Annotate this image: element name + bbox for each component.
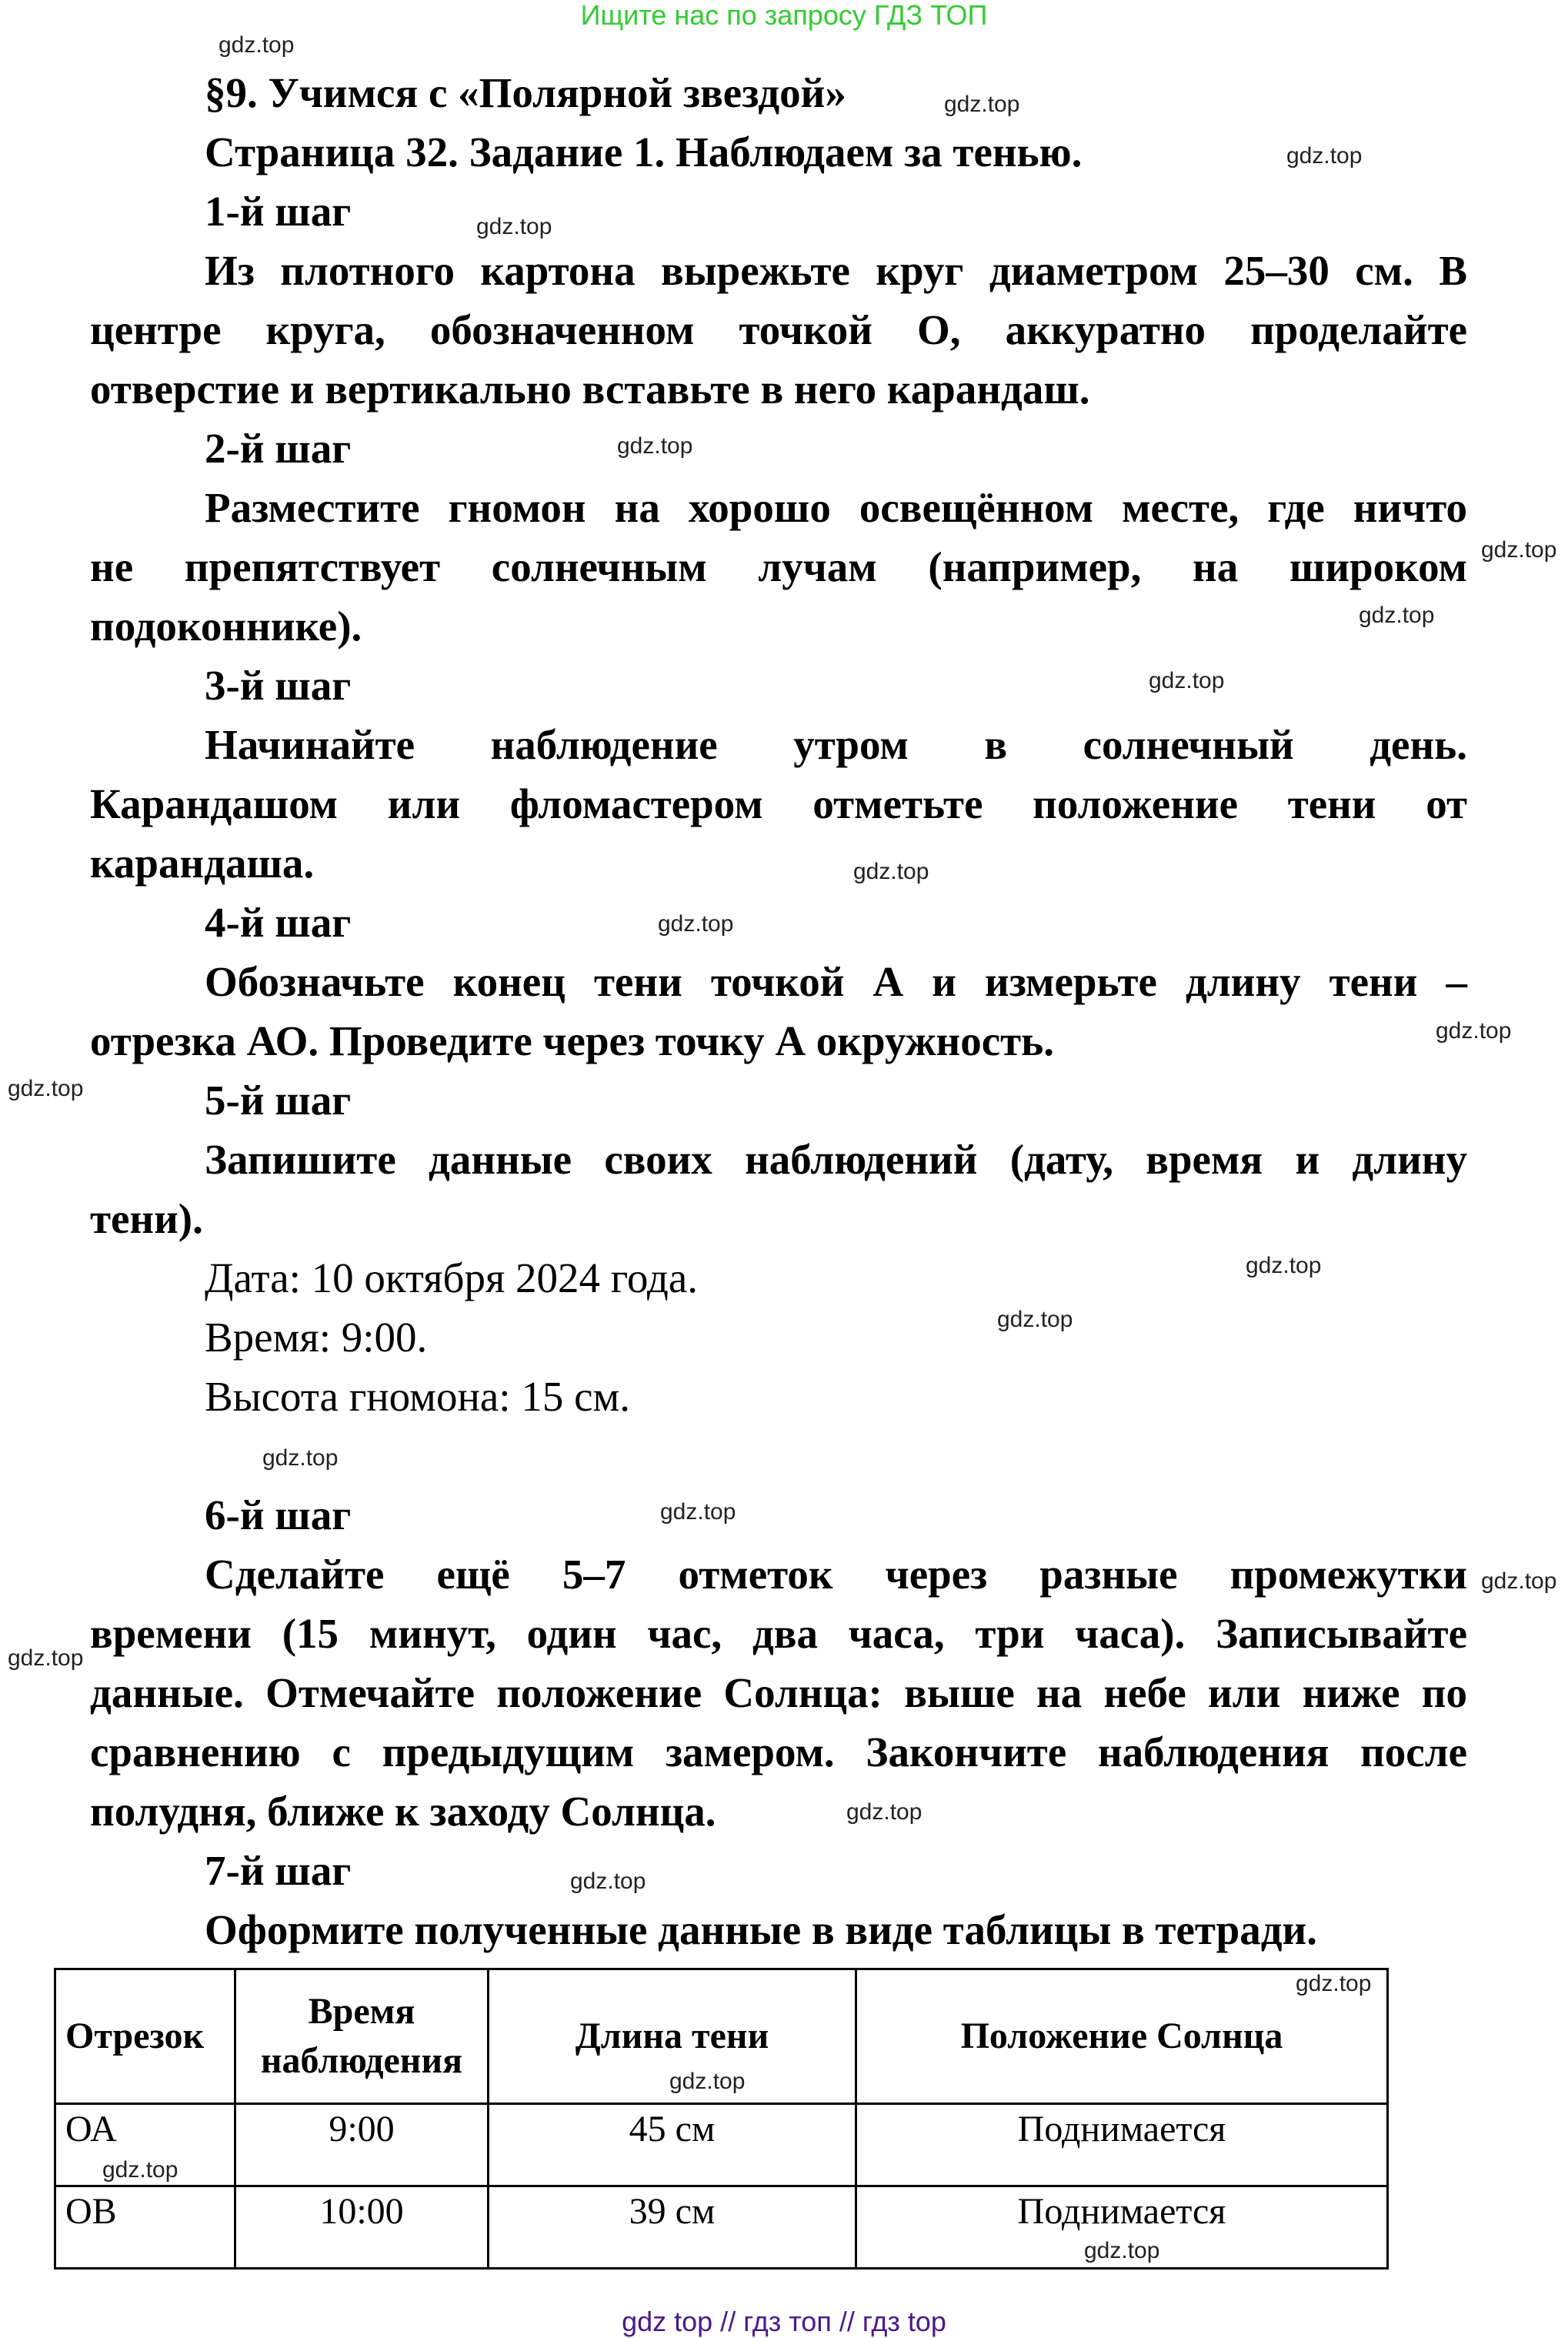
column-header: Время наблюдения [235, 1969, 489, 2104]
step-text: Начинайте наблюдение утром в солнечный день. [205, 721, 1467, 768]
watermark: gdz.top [8, 1645, 84, 1671]
step-heading: 7-й шаг [205, 1847, 352, 1894]
observations-table [54, 1968, 1389, 2270]
watermark: gdz.top [669, 2069, 746, 2094]
step-text: отверстие и вертикально вставьте в него карандаш. [90, 366, 1090, 412]
step-text: Карандашом или фломастером отметьте положение тени от [90, 780, 1467, 827]
step-heading: 5-й шаг [205, 1077, 352, 1124]
column-header: Отрезок [55, 1969, 235, 2104]
watermark: gdz.top [570, 1869, 646, 1894]
watermark: gdz.top [476, 214, 552, 239]
watermark: gdz.top [102, 2157, 178, 2183]
table-cell: ОА [55, 2104, 235, 2186]
watermark: gdz.top [1481, 1568, 1557, 1594]
step-text: центре круга, обозначенном точкой О, аккуратно проделайте [90, 306, 1467, 353]
step-heading: 6-й шаг [205, 1491, 352, 1538]
watermark: gdz.top [944, 92, 1020, 117]
step-text: Оформите полученные данные в виде таблицы в тетради. [205, 1906, 1317, 1953]
step-heading: 2-й шаг [205, 425, 352, 472]
watermark: gdz.top [617, 433, 693, 459]
step-text: Обозначьте конец тени точкой А и измерьте длину тени – [205, 958, 1467, 1005]
step-heading: 1-й шаг [205, 188, 352, 235]
watermark: gdz.top [262, 1445, 339, 1471]
watermark: gdz.top [219, 32, 295, 58]
observation-time: Время: 9:00. [205, 1314, 428, 1361]
document-body [90, 63, 1467, 1959]
watermark: gdz.top [1286, 143, 1363, 169]
step-text: данные. Отмечайте положение Солнца: выше на небе или ниже по [90, 1669, 1467, 1716]
watermark: gdz.top [997, 1307, 1073, 1332]
table-cell: ОВ [55, 2186, 235, 2269]
step-text: тени). [90, 1195, 203, 1242]
search-banner[interactable]: Ищите нас по запросу ГДЗ ТОП [580, 0, 988, 31]
watermark: gdz.top [660, 1499, 736, 1525]
step-text: подоконнике). [90, 603, 362, 650]
step-text: полудня, ближе к заходу Солнца. [90, 1788, 716, 1835]
footer-links[interactable]: gdz top // гдз топ // гдз top [622, 2306, 946, 2337]
step-text: не препятствует солнечным лучам (например, на широком [90, 543, 1467, 590]
table-cell: Поднимается [856, 2186, 1388, 2269]
column-header: Положение Солнца [856, 1969, 1388, 2104]
watermark: gdz.top [1149, 668, 1225, 693]
watermark: gdz.top [658, 911, 734, 937]
step-text: отрезка АО. Проведите через точку А окружность. [90, 1017, 1054, 1064]
step-text: сравнению с предыдущим замером. Закончите наблюдения после [90, 1728, 1467, 1775]
section-title: §9. Учимся с «Полярной звездой» [205, 69, 846, 116]
watermark: gdz.top [853, 859, 929, 884]
watermark: gdz.top [8, 1076, 84, 1101]
step-text: карандаша. [90, 840, 315, 887]
watermark: gdz.top [846, 1799, 922, 1825]
table-row [55, 2186, 1388, 2269]
step-text: времени (15 минут, один час, два часа, три часа). Записывайте [90, 1610, 1467, 1657]
table-cell: 10:00 [235, 2186, 489, 2269]
table-cell: 39 см [489, 2186, 856, 2269]
table-cell: Поднимается [856, 2104, 1388, 2186]
gnomon-height: Высота гномона: 15 см. [205, 1373, 631, 1420]
watermark: gdz.top [1296, 1971, 1372, 1996]
watermark: gdz.top [1436, 1018, 1512, 1044]
step-text: Запишите данные своих наблюдений (дату, время и длину [205, 1136, 1467, 1183]
table-cell: 45 см [489, 2104, 856, 2186]
table-cell: 9:00 [235, 2104, 489, 2186]
watermark: gdz.top [1481, 537, 1557, 563]
column-header: Длина тени [489, 1969, 856, 2104]
watermark: gdz.top [1246, 1253, 1322, 1278]
step-heading: 4-й шаг [205, 899, 352, 946]
step-text: Сделайте ещё 5–7 отметок через разные промежутки [205, 1551, 1467, 1598]
step-heading: 3-й шаг [205, 662, 352, 709]
watermark: gdz.top [1084, 2238, 1160, 2263]
table-row [55, 2104, 1388, 2186]
step-text: Разместите гномон на хорошо освещённом месте, где ничто [205, 484, 1467, 531]
step-text: Из плотного картона вырежьте круг диаметром 25–30 см. В [205, 247, 1467, 294]
watermark: gdz.top [1359, 603, 1435, 628]
task-title: Страница 32. Задание 1. Наблюдаем за тенью. [205, 129, 1083, 175]
observation-date: Дата: 10 октября 2024 года. [205, 1254, 699, 1301]
